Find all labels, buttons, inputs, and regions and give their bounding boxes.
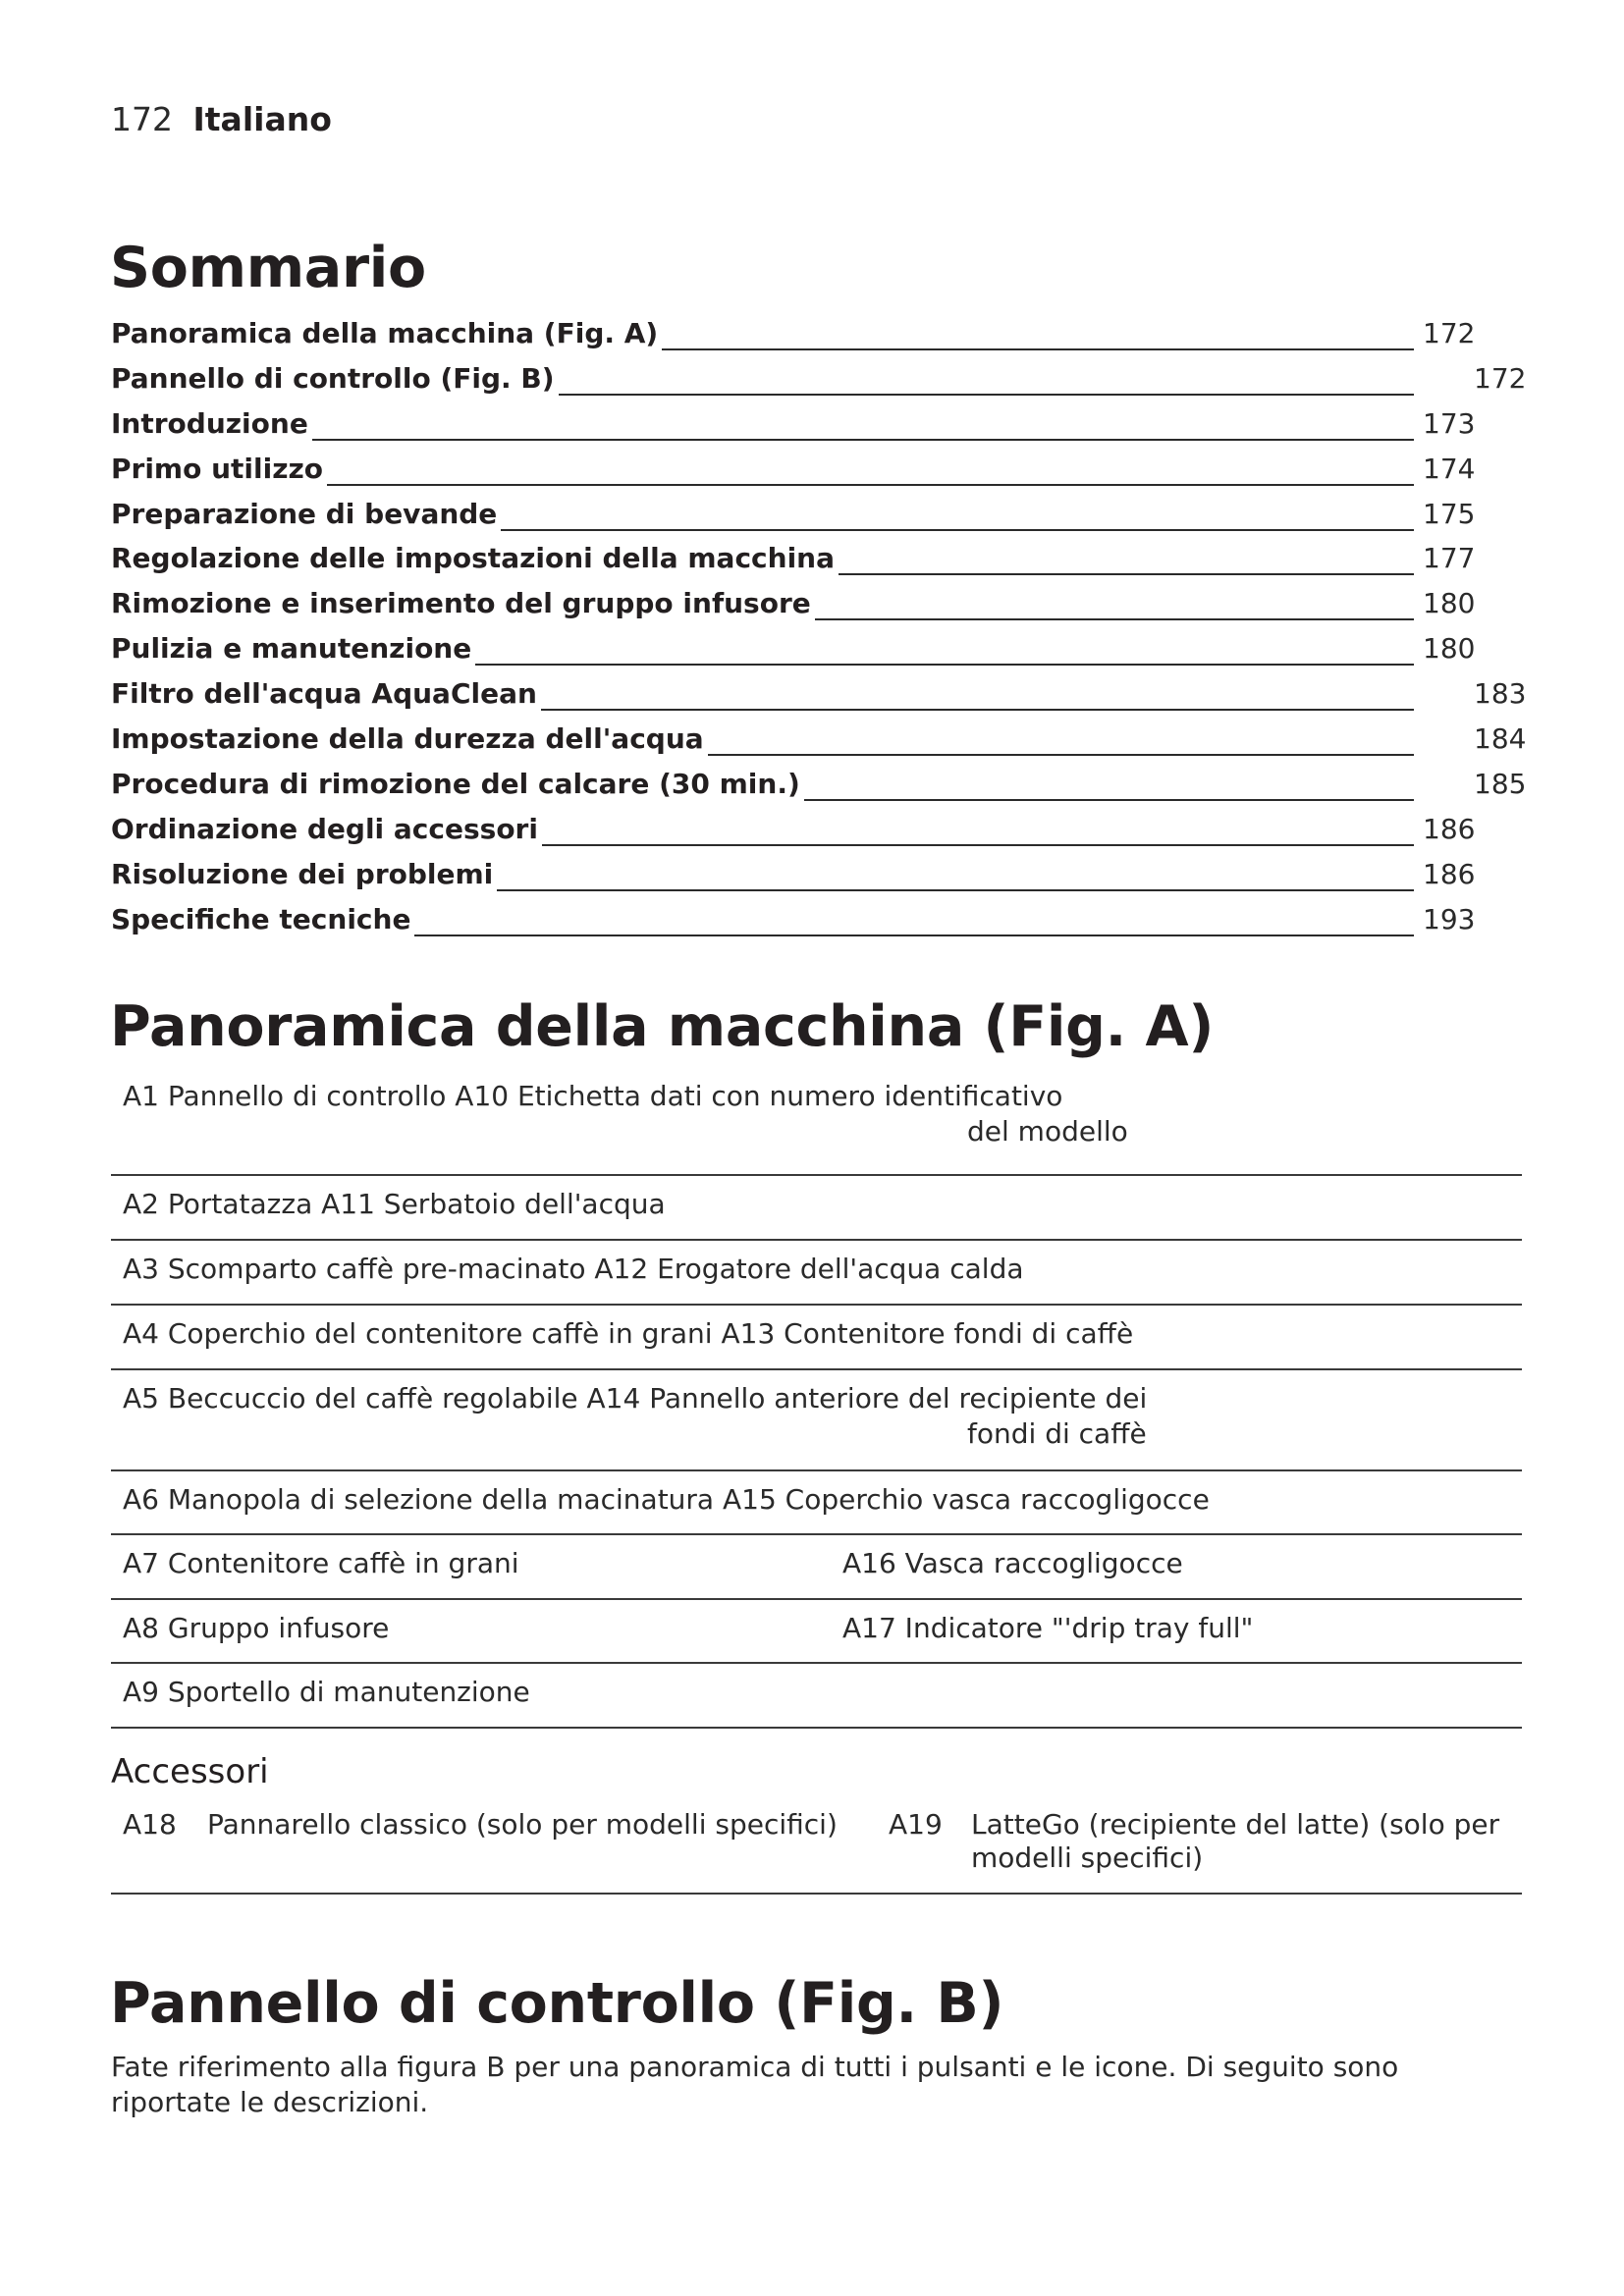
toc-entry-page: 184	[1474, 722, 1527, 756]
overview-row	[111, 1080, 1522, 1176]
toc-entry	[111, 631, 1486, 676]
toc-entry-title: Pannello di controllo (Fig. B)	[111, 361, 555, 395]
accessories-table	[111, 1808, 1522, 1895]
accessory-text-continuation: modelli specifici)	[971, 1842, 1204, 1874]
toc-entry-title: Rimozione e inserimento del gruppo infusore	[111, 587, 811, 620]
toc-entry-title: Ordinazione degli accessori	[111, 812, 538, 845]
overview-left-cell: A6 Manopola di selezione della macinatura A15 Coperchio vasca raccogligocce	[123, 1483, 1210, 1516]
overview-left-cell: A8 Gruppo infusore	[123, 1612, 390, 1644]
overview-left-cell: A2 Portatazza A11 Serbatoio dell'acqua	[123, 1188, 666, 1220]
toc-entry-title: Pulizia e manutenzione	[111, 632, 472, 666]
language-label: Italiano	[192, 100, 332, 138]
toc-entry-title: Filtro dell'acqua AquaClean	[111, 677, 537, 711]
overview-row	[111, 1535, 1522, 1600]
overview-left-cell: A4 Coperchio del contenitore caffè in grani A13 Contenitore fondi di caffè	[123, 1317, 1134, 1350]
toc-entry-page: 180	[1423, 632, 1476, 666]
overview-left-cell: A1 Pannello di controllo A10 Etichetta dati con numero identificativo	[123, 1080, 1063, 1112]
toc-entry-page: 173	[1423, 406, 1476, 440]
toc-leader-line	[327, 484, 1414, 486]
toc-entry-title: Specifiche tecniche	[111, 902, 411, 935]
toc-heading: Sommario	[110, 236, 426, 300]
table-of-contents	[111, 316, 1527, 946]
toc-entry	[111, 452, 1486, 497]
toc-entry-title: Panoramica della macchina (Fig. A)	[111, 317, 659, 349]
toc-entry-page: 175	[1423, 497, 1476, 530]
toc-entry-title: Introduzione	[111, 406, 308, 440]
toc-entry-title: Impostazione della durezza dell'acqua	[111, 722, 704, 756]
page-header	[111, 100, 332, 138]
overview-row	[111, 1600, 1522, 1664]
toc-entry-title: Regolazione delle impostazioni della macchina	[111, 542, 835, 575]
toc-entry	[111, 767, 1527, 812]
toc-leader-line	[475, 664, 1414, 666]
overview-row	[111, 1370, 1522, 1471]
toc-entry	[111, 541, 1486, 586]
toc-leader-line	[541, 709, 1414, 711]
toc-entry-title: Procedura di rimozione del calcare (30 min.)	[111, 767, 800, 800]
overview-continuation: fondi di caffè	[967, 1417, 1147, 1450]
toc-entry	[111, 676, 1527, 721]
accessory-code: A19	[889, 1808, 943, 1841]
control-panel-description: Fate riferimento alla figura B per una panoramica di tutti i pulsanti e le icone. Di seguito sono riportate le descrizioni.	[111, 2051, 1399, 2118]
overview-heading: Panoramica della macchina (Fig. A)	[110, 994, 1215, 1059]
toc-entry-page: 177	[1423, 542, 1476, 575]
overview-left-cell: A9 Sportello di manutenzione	[123, 1676, 530, 1708]
toc-entry	[111, 406, 1486, 452]
overview-row	[111, 1241, 1522, 1306]
toc-entry-page: 186	[1423, 812, 1476, 845]
toc-entry-page: 172	[1423, 317, 1476, 349]
toc-leader-line	[662, 348, 1414, 350]
machine-overview-table	[111, 1080, 1522, 1729]
toc-leader-line	[312, 439, 1414, 441]
toc-leader-line	[414, 934, 1414, 936]
overview-row	[111, 1176, 1522, 1241]
toc-leader-line	[804, 799, 1414, 801]
overview-left-cell: A5 Beccuccio del caffè regolabile A14 Pannello anteriore del recipiente dei	[123, 1382, 1148, 1415]
toc-leader-line	[501, 529, 1414, 531]
toc-entry-page: 180	[1423, 587, 1476, 620]
overview-continuation: del modello	[967, 1115, 1128, 1148]
accessory-code: A18	[123, 1808, 177, 1841]
toc-entry-page: 172	[1474, 361, 1527, 395]
overview-left-cell: A3 Scomparto caffè pre-macinato A12 Erogatore dell'acqua calda	[123, 1253, 1024, 1285]
toc-leader-line	[542, 844, 1414, 846]
toc-entry-title: Risoluzione dei problemi	[111, 857, 494, 890]
accessories-heading: Accessori	[111, 1752, 269, 1791]
overview-right-cell: A17 Indicatore "'drip tray full"	[842, 1612, 1254, 1644]
overview-left-cell: A7 Contenitore caffè in grani	[123, 1547, 519, 1579]
toc-entry-title: Preparazione di bevande	[111, 497, 498, 530]
overview-row	[111, 1306, 1522, 1370]
page-number: 172	[111, 100, 173, 138]
toc-entry	[111, 902, 1486, 947]
toc-leader-line	[559, 394, 1414, 396]
accessory-text: LatteGo (recipiente del latte) (solo per	[971, 1808, 1500, 1841]
toc-leader-line	[497, 889, 1414, 891]
overview-row	[111, 1664, 1522, 1729]
toc-leader-line	[708, 754, 1414, 756]
control-panel-heading: Pannello di controllo (Fig. B)	[110, 1971, 1004, 2036]
toc-entry-title: Primo utilizzo	[111, 452, 324, 485]
toc-leader-line	[839, 573, 1414, 575]
toc-entry	[111, 361, 1527, 406]
overview-right-cell: A16 Vasca raccogligocce	[842, 1547, 1183, 1579]
toc-entry-page: 193	[1423, 902, 1476, 935]
accessory-text: Pannarello classico (solo per modelli specifici)	[207, 1808, 838, 1841]
toc-entry	[111, 586, 1486, 631]
toc-entry-page: 185	[1474, 767, 1527, 800]
toc-leader-line	[815, 618, 1414, 620]
toc-entry	[111, 857, 1486, 902]
toc-entry-page: 174	[1423, 452, 1476, 485]
toc-entry	[111, 812, 1486, 857]
toc-entry	[111, 316, 1486, 361]
toc-entry-page: 183	[1474, 677, 1527, 711]
toc-entry	[111, 497, 1486, 542]
toc-entry-page: 186	[1423, 857, 1476, 890]
toc-entry	[111, 721, 1527, 767]
overview-row	[111, 1471, 1522, 1535]
